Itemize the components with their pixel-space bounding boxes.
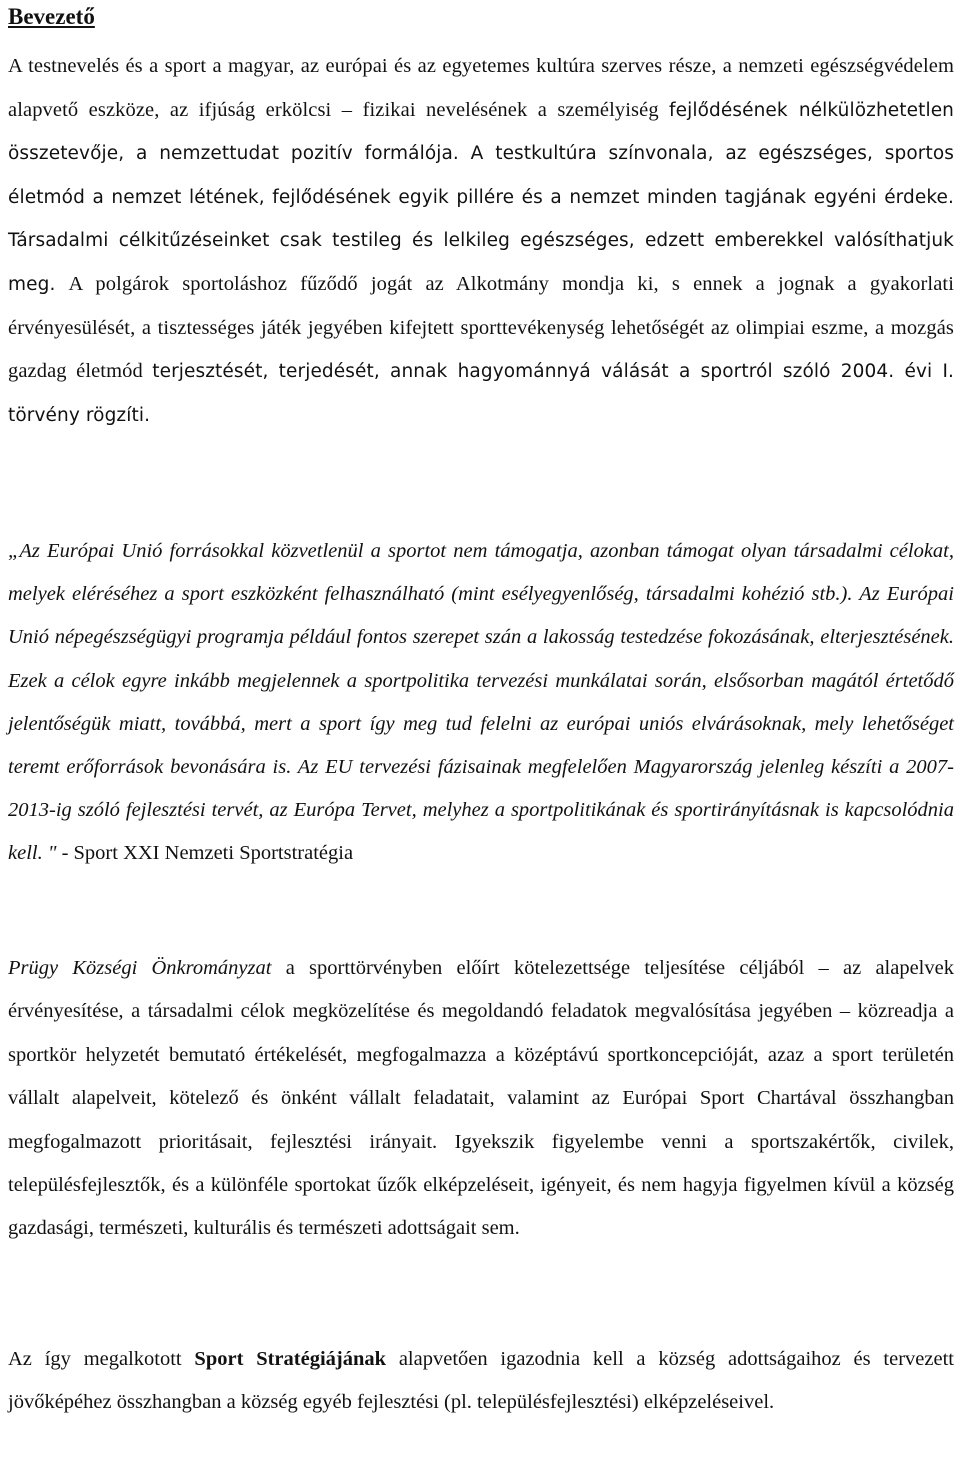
intro-paragraph [8,45,954,437]
page-title: Bevezető [8,4,95,29]
strategy-text-b: alapvetően igazodnia kell a község adottságaihoz és tervezett jövőképéhez összhangban a község egyéb fejlesztési (pl. településfejlesztési) elképzeléseivel. [8,1348,954,1413]
quote-source: - Sport XXI Nemzeti Sportstratégia [56,842,354,865]
strategy-paragraph [8,1338,954,1423]
quote-paragraph [8,530,954,876]
intro-text-a: A testnevelés és a sport a magyar, az európai és az egyetemes kultúra szerves része, a nemzeti egészségvédelem alapvető eszköze, az ifjúság erkölcsi – fizikai nevelésének a személyiség [8,55,954,121]
municipality-paragraph [8,947,954,1251]
intro-text-c: A polgárok sportoláshoz fűződő jogát az Alkotmány mondja ki, s ennek a jognak a gyakorlati érvényesülését, a tisztességes játék jegyében kifejtett sporttevékenység lehetőségét az olimpiai eszme, a mozgás gazdag életmód [8,272,955,383]
municipality-text-a: a sporttörvényben előírt kötelezettsége teljesítése céljából – az alapelvek érvényesítése, a társadalmi célok megközelítése és megoldandó feladatok megvalósítása jegyében – közreadja a sportkör helyzetét bemutató értékelését, megfogalmazza a középtávú sportkoncepcióját, azaz a sport területén vállalt alapelveit, kötelező és önként vállalt feladatait, valamint az Európai Sport Chartával összhangban megfogalmazott prioritásait, fejlesztési irányait. [8,957,954,1153]
intro-text-b: fejlődésének nélkülözhetetlen összetevője, a nemzettudat pozitív formálója. A testkultúra színvonala, az egészséges, sportos életmód a nemzet létének, fejlődésének egyik pillére és a nemzet minden tagjának egyéni érdeke. Társadalmi célkitűzéseinket csak testileg és lelkileg egészséges, edzett emberekkel valósíthatjuk meg. [8,99,955,295]
strategy-title: Sport Stratégiájának [194,1348,387,1370]
strategy-text-a: Az így megalkotott [8,1348,195,1370]
municipality-text-b: Igyekszik figyelembe venni a sportszakértők, civilek, településfejlesztők, és a különféle sportokat űzők elképzeléseit, igényeit, és nem hagyja figyelmen kívül a község gazdasági, természeti, kulturális és természeti adottságait sem. [8,1130,954,1240]
intro-text-d: terjesztését, terjedését, annak hagyománnyá válását a sportról szóló 2004. évi I. törvény rögzíti. [8,361,954,426]
municipality-name: Prügy Községi Önkrományzat [8,957,272,979]
eu-quote: „Az Európai Unió forrásokkal közvetlenül a sportot nem támogatja, azonban támogat olyan társadalmi célokat, melyek eléréséhez a sport eszközként felhasználható (mint esélyegyenlőség, társadalmi kohézió stb.). Az Európai Unió népegészségügyi programja például fontos szerepet szán a lakosság testedzése fokozásának, elterjesztésének. Ezek a célok egyre inkább megjelennek a sportpolitika tervezési munkálatai során, elsősorban magától értetődő jelentőségük miatt, továbbá, mert a sport így meg tud felelni az európai uniós elvárásoknak, mely lehetőséget teremt erőforrások bevonására is. Az EU tervezési fázisainak megfelelően Magyarország jelenleg készíti a 2007-2013-ig szóló fejlesztési tervét, az Európa Tervet, melyhez a sportpolitikának és sportirányításnak is kapcsolódnia kell. " [8,540,954,865]
